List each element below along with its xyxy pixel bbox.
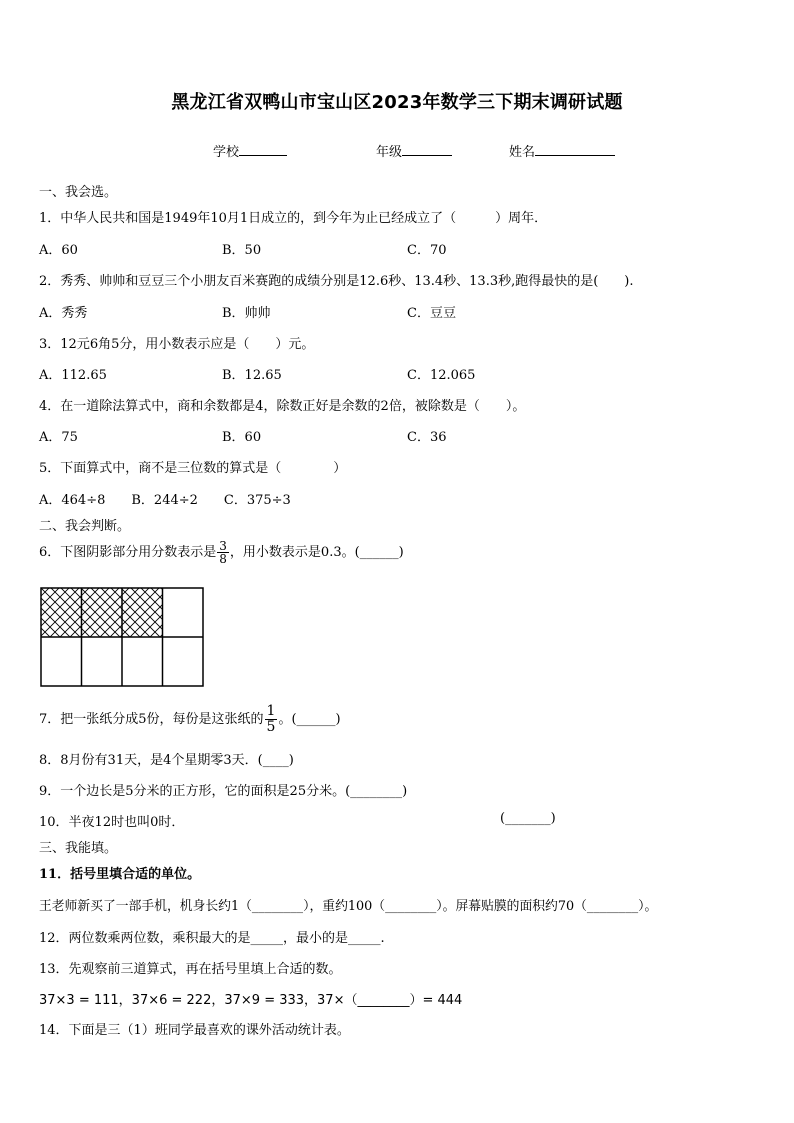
question-11: 11．括号里填合适的单位。	[39, 867, 201, 882]
q6-text-pre: 6．下图阴影部分用分数表示是	[39, 545, 217, 560]
q4-option-c[interactable]: C．36	[407, 430, 447, 445]
question-10: 10．半夜12时也叫0时．	[39, 815, 185, 830]
fraction-grid-figure	[40, 587, 206, 689]
question-8: 8．8月份有31天，是4个星期零3天．(____)	[39, 753, 294, 768]
q6-text-post: ，用小数表示是0.3。(______)	[229, 545, 404, 560]
q2-option-c[interactable]: C．豆豆	[407, 306, 456, 321]
shaded-cell	[82, 588, 123, 637]
q3-option-a[interactable]: A．112.65	[39, 368, 107, 383]
q2-option-a[interactable]: A．秀秀	[39, 306, 88, 321]
question-7	[39, 704, 341, 735]
q7-text-post: 。(______)	[278, 712, 341, 727]
name-field	[509, 141, 615, 160]
question-14: 14．下面是三（1）班同学最喜欢的课外活动统计表。	[39, 1023, 350, 1038]
q11-prompt: 王老师新买了一部手机，机身长约1（________），重约100（________）。屏幕贴膜的面积约70（________）。	[39, 899, 658, 914]
grade-blank[interactable]	[402, 143, 452, 156]
question-2: 2．秀秀、帅帅和豆豆三个小朋友百米赛跑的成绩分别是12.6秒、13.4秒、13.3秒,跑得最快的是( ).	[39, 274, 634, 289]
q1-option-c[interactable]: C．70	[407, 243, 447, 258]
q1-option-b[interactable]: B．50	[222, 243, 262, 258]
question-6	[39, 540, 404, 565]
q7-denominator: 5	[266, 719, 276, 735]
question-9: 9．一个边长是5分米的正方形，它的面积是25分米。(________)	[39, 784, 408, 799]
q13-equations: 37×3 = 111，37×6 = 222，37×9 = 333，37×（________）= 444	[39, 993, 463, 1008]
name-label: 姓名	[509, 145, 536, 160]
question-12: 12．两位数乘两位数，乘积最大的是_____，最小的是_____.	[39, 931, 385, 946]
school-field	[213, 141, 287, 160]
question-13: 13．先观察前三道算式，再在括号里填上合适的数。	[39, 962, 342, 977]
q4-option-a[interactable]: A．75	[39, 430, 78, 445]
section-heading-2: 二、我会判断。	[39, 519, 131, 534]
q3-option-b[interactable]: B．12.65	[222, 368, 282, 383]
shaded-cell	[122, 588, 163, 637]
school-blank[interactable]	[239, 143, 287, 156]
school-label: 学校	[213, 145, 240, 160]
q3-option-c[interactable]: C．12.065	[407, 368, 476, 383]
q5-options[interactable]: A．464÷8 B．244÷2 C．375÷3	[39, 493, 291, 508]
section-heading-1: 一、我会选。	[39, 185, 118, 200]
section-heading-3: 三、我能填。	[39, 841, 118, 856]
q4-option-b[interactable]: B．60	[222, 430, 262, 445]
question-3: 3．12元6角5分，用小数表示应是（ ）元。	[39, 337, 315, 352]
question-4: 4．在一道除法算式中，商和余数都是4，除数正好是余数的2倍，被除数是（ ）。	[39, 399, 526, 414]
shaded-cell	[41, 588, 82, 637]
q6-denominator: 8	[219, 552, 227, 566]
q6-numerator: 3	[219, 539, 227, 553]
page-title: 黑龙江省双鸭山市宝山区2023年数学三下期末调研试题	[171, 92, 623, 113]
question-1: 1．中华人民共和国是1949年10月1日成立的，到今年为止已经成立了（ ）周年．	[39, 211, 548, 226]
q7-numerator: 1	[266, 703, 276, 719]
q7-fraction	[265, 704, 278, 735]
grade-field	[376, 141, 452, 160]
q2-option-b[interactable]: B．帅帅	[222, 306, 271, 321]
grade-label: 年级	[376, 145, 403, 160]
question-5: 5．下面算式中，商不是三位数的算式是（ ）	[39, 461, 347, 476]
q7-text-pre: 7．把一张纸分成5份，每份是这张纸的	[39, 712, 264, 727]
q6-fraction	[217, 540, 229, 565]
name-blank[interactable]	[535, 143, 615, 156]
q10-answer-blank[interactable]: (_______)	[500, 811, 556, 826]
q1-option-a[interactable]: A．60	[39, 243, 78, 258]
